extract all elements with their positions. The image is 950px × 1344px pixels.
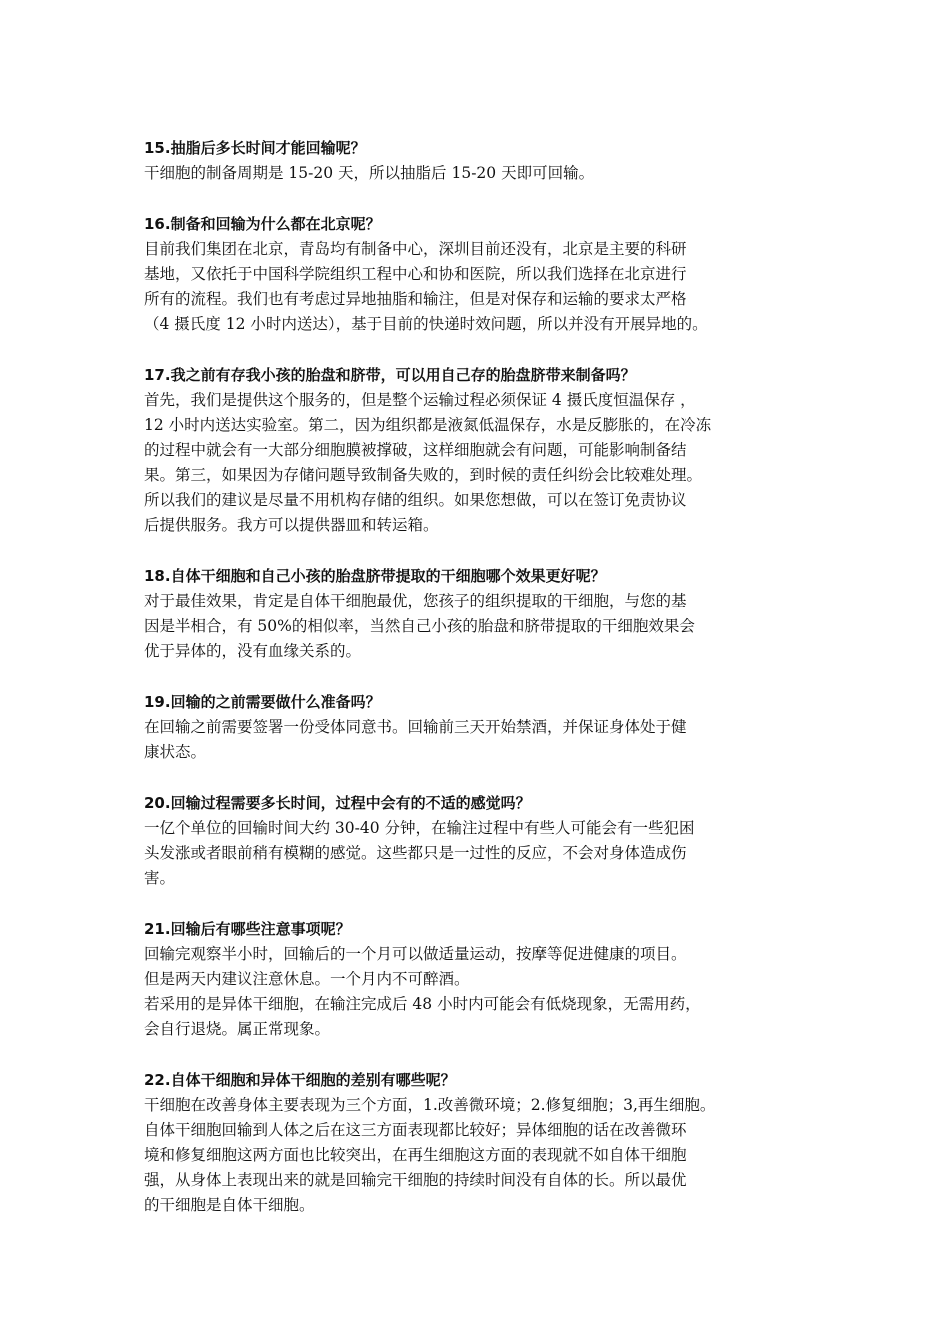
answer-line: 干细胞在改善身体主要表现为三个方面，1.改善微环境；2.修复细胞；3,再生细胞。 — [144, 1096, 716, 1114]
document-page — [144, 136, 814, 1244]
qa-item-17 — [144, 363, 814, 538]
qa-item-20 — [144, 791, 814, 891]
answer-paragraph — [144, 1093, 814, 1218]
qa-item-18 — [144, 564, 814, 664]
question-heading: 19.回输的之前需要做什么准备吗？ — [144, 693, 381, 711]
answer-line: 优于异体的，没有血缘关系的。 — [144, 642, 362, 660]
answer-line: 所有的流程。我们也有考虑过异地抽脂和输注，但是对保存和运输的要求太严格 — [144, 290, 687, 308]
answer-paragraph — [144, 816, 814, 891]
answer-line: （4 摄氏度 12 小时内送达），基于目前的快递时效问题，所以并没有开展异地的。 — [144, 315, 708, 333]
answer-line: 回输完观察半小时，回输后的一个月可以做适量运动，按摩等促进健康的项目。 — [144, 945, 687, 963]
answer-line: 强，从身体上表现出来的就是回输完干细胞的持续时间没有自体的长。所以最优 — [144, 1171, 687, 1189]
answer-line: 干细胞的制备周期是 15-20 天，所以抽脂后 15-20 天即可回输。 — [144, 164, 595, 182]
answer-line: 的过程中就会有一大部分细胞膜被撑破，这样细胞就会有问题，可能影响制备结 — [144, 441, 687, 459]
answer-line: 对于最佳效果，肯定是自体干细胞最优，您孩子的组织提取的干细胞，与您的基 — [144, 592, 687, 610]
answer-paragraph — [144, 161, 814, 186]
answer-line: 后提供服务。我方可以提供器皿和转运箱。 — [144, 516, 439, 534]
answer-line: 自体干细胞回输到人体之后在这三方面表现都比较好；异体细胞的话在改善微环 — [144, 1121, 687, 1139]
answer-line: 基地，又依托于中国科学院组织工程中心和协和医院，所以我们选择在北京进行 — [144, 265, 687, 283]
answer-line: 但是两天内建议注意休息。一个月内不可醉酒。 — [144, 970, 470, 988]
question-heading: 20.回输过程需要多长时间，过程中会有的不适的感觉吗？ — [144, 794, 531, 812]
answer-line: 因是半相合，有 50%的相似率，当然自己小孩的胎盘和脐带提取的干细胞效果会 — [144, 617, 695, 635]
answer-line: 在回输之前需要签署一份受体同意书。回输前三天开始禁酒，并保证身体处于健 — [144, 718, 687, 736]
qa-item-22 — [144, 1068, 814, 1218]
answer-line: 害。 — [144, 869, 176, 887]
qa-item-15 — [144, 136, 814, 186]
answer-line: 12 小时内送达实验室。第二，因为组织都是液氮低温保存，水是反膨胀的，在冷冻 — [144, 416, 712, 434]
qa-item-21 — [144, 917, 814, 1042]
question-heading: 16.制备和回输为什么都在北京呢？ — [144, 215, 381, 233]
qa-item-16 — [144, 212, 814, 337]
answer-line: 境和修复细胞这两方面也比较突出，在再生细胞这方面的表现就不如自体干细胞 — [144, 1146, 687, 1164]
answer-paragraph — [144, 715, 814, 765]
answer-paragraph — [144, 388, 814, 538]
answer-line: 若采用的是异体干细胞，在输注完成后 48 小时内可能会有低烧现象，无需用药， — [144, 995, 701, 1013]
answer-line: 头发涨或者眼前稍有模糊的感觉。这些都只是一过性的反应，不会对身体造成伤 — [144, 844, 687, 862]
question-heading: 17.我之前有存我小孩的胎盘和脐带，可以用自己存的胎盘脐带来制备吗？ — [144, 366, 636, 384]
answer-paragraph — [144, 237, 814, 337]
answer-line: 的干细胞是自体干细胞。 — [144, 1196, 315, 1214]
answer-line: 所以我们的建议是尽量不用机构存储的组织。如果您想做，可以在签订免责协议 — [144, 491, 687, 509]
answer-line: 首先，我们是提供这个服务的，但是整个运输过程必须保证 4 摄氏度恒温保存 ， — [144, 391, 696, 409]
answer-line: 康状态。 — [144, 743, 207, 761]
question-heading: 18.自体干细胞和自己小孩的胎盘脐带提取的干细胞哪个效果更好呢？ — [144, 567, 606, 585]
question-heading: 22.自体干细胞和异体干细胞的差别有哪些呢？ — [144, 1071, 456, 1089]
answer-line: 会自行退烧。属正常现象。 — [144, 1020, 331, 1038]
answer-line: 一亿个单位的回输时间大约 30-40 分钟，在输注过程中有些人可能会有一些犯困 — [144, 819, 695, 837]
answer-line: 果。第三，如果因为存储问题导致制备失败的，到时候的责任纠纷会比较难处理。 — [144, 466, 703, 484]
answer-paragraph — [144, 942, 814, 1042]
answer-paragraph — [144, 589, 814, 664]
answer-line: 目前我们集团在北京，青岛均有制备中心，深圳目前还没有，北京是主要的科研 — [144, 240, 687, 258]
qa-item-19 — [144, 690, 814, 765]
question-heading: 15.抽脂后多长时间才能回输呢？ — [144, 139, 366, 157]
question-heading: 21.回输后有哪些注意事项呢？ — [144, 920, 351, 938]
